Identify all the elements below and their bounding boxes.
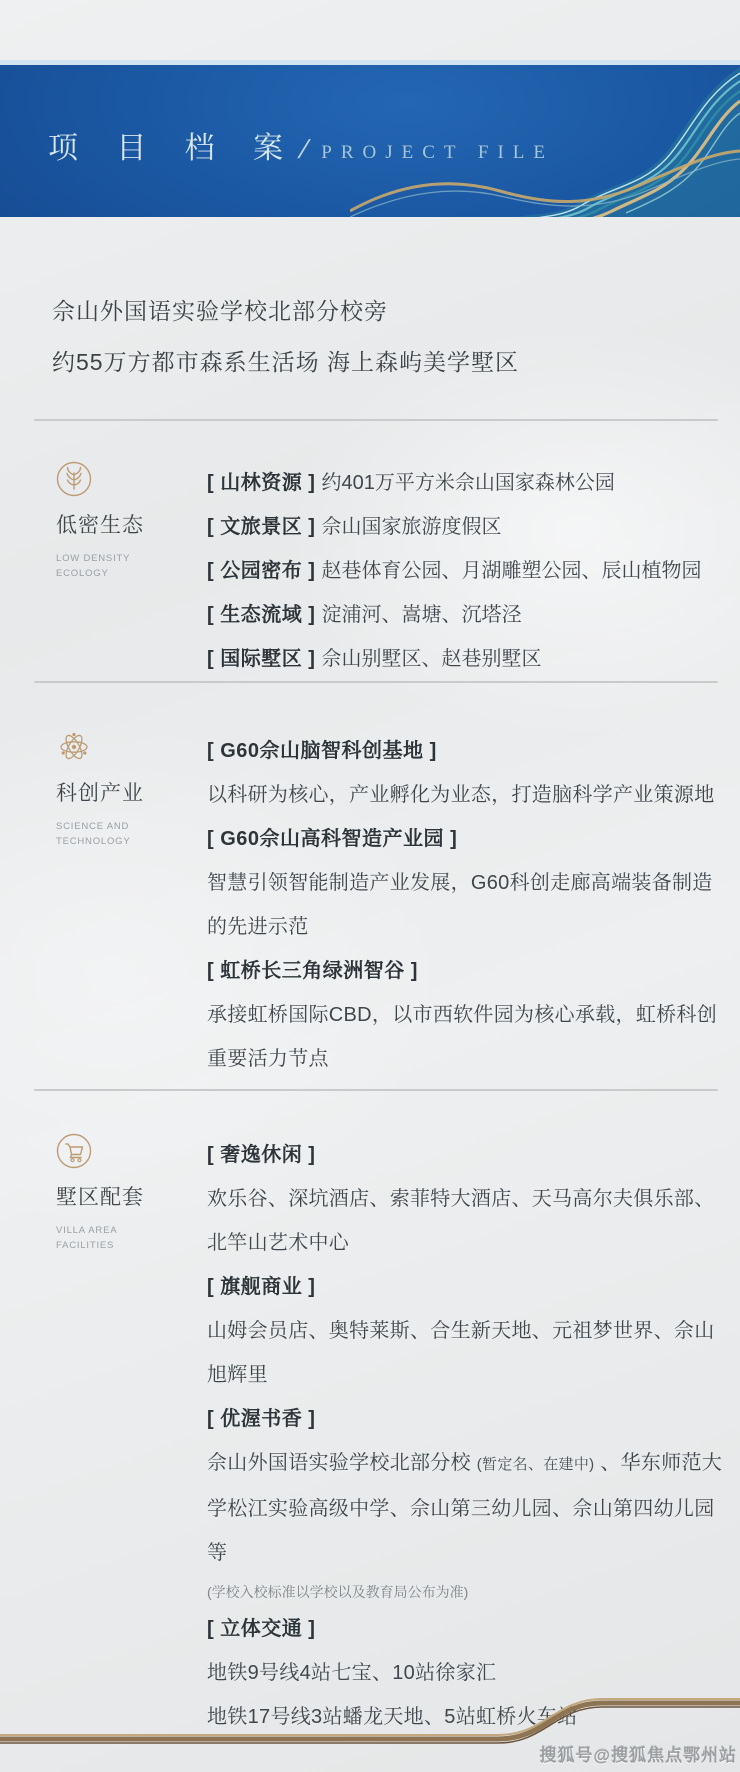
section-content-column [207, 461, 740, 681]
feature-tag: [ 奢逸休闲 ] [207, 1144, 316, 1166]
feature-text: 地铁9号线4站七宝、10站徐家汇 [207, 1662, 497, 1684]
page-title-en: PROJECT FILE [321, 142, 555, 163]
feature-tag: [ G60佘山脑智科创基地 ] [207, 740, 437, 762]
section-subtitle-line: TECHNOLOGY [56, 836, 131, 847]
feature-text: 约401万平方米佘山国家森林公园 [321, 472, 615, 494]
section-subtitle-en [56, 819, 207, 849]
section-subtitle-line: LOW DENSITY [56, 553, 131, 564]
feature-text: 地铁17号线3站蟠龙天地、5站虹桥火车站 [207, 1706, 578, 1728]
section-content-column [207, 1133, 740, 1739]
feature-line [207, 461, 724, 505]
watermark: 搜狐号@搜狐焦点鄂州站 [539, 1746, 737, 1765]
inline-note: (暂定名、在建中) [476, 1456, 595, 1473]
feature-tag: [ 国际墅区 ] [207, 648, 322, 670]
intro-line-1: 佘山外国语实验学校北部分校旁 [52, 298, 388, 324]
feature-tag: [ 立体交通 ] [207, 1618, 316, 1640]
banner [0, 65, 740, 217]
section-subtitle-line: ECOLOGY [56, 568, 109, 579]
section-villa [0, 1091, 740, 1739]
feature-tag: [ G60佘山高科智造产业园 ] [207, 828, 458, 850]
feature-text-part: 佘山外国语实验学校北部分校 [207, 1452, 477, 1474]
intro-block [0, 217, 740, 377]
feature-tag: [ 优渥书香 ] [207, 1408, 316, 1430]
page-title-cn: 项 目 档 案 [48, 132, 299, 165]
feature-text: 欢乐谷、深坑酒店、索菲特大酒店、天马高尔夫俱乐部、北竿山艺术中心 [207, 1188, 715, 1254]
feature-text: 赵巷体育公园、月湖雕塑公园、辰山植物园 [321, 560, 702, 582]
footnote: (学校入校标准以学校以及教育局公布为准) [207, 1584, 469, 1600]
feature-tag: [ 公园密布 ] [207, 560, 322, 582]
section-subtitle-line: VILLA AREA [56, 1225, 118, 1236]
feature-text: 佘山国家旅游度假区 [321, 516, 502, 538]
section-subtitle-en [56, 1223, 207, 1253]
section-subtitle-line: SCIENCE AND [56, 821, 130, 832]
shopping-cart-icon [56, 1133, 92, 1169]
feature-text: 承接虹桥国际CBD，以市西软件园为核心承载，虹桥科创重要活力节点 [207, 1004, 718, 1070]
feature-line [207, 593, 724, 637]
feature-text: 山姆会员店、奥特莱斯、合生新天地、元祖梦世界、佘山旭辉里 [207, 1320, 715, 1386]
section-title: 墅区配套 [56, 1186, 144, 1209]
feature-tag: [ 虹桥长三角绿洲智谷 ] [207, 960, 418, 982]
intro-line-2: 约55万方都市森系生活场 海上森屿美学墅区 [52, 349, 519, 375]
feature-line [207, 637, 724, 681]
atom-icon [56, 729, 92, 765]
feature-text [207, 1441, 724, 1575]
section-science [0, 683, 740, 1089]
title-separator: / [297, 134, 310, 164]
feature-text: 淀浦河、嵩塘、沉塔泾 [321, 604, 522, 626]
feature-text: 以科研为核心，产业孵化为业态，打造脑科学产业策源地 [207, 784, 715, 806]
banner-title-row [48, 123, 554, 167]
sections-container [0, 419, 740, 1739]
section-label-column [0, 1133, 207, 1253]
feature-text-part: 、华东师范大学松江实验高级中学、佘山第三幼儿园、佘山第四幼儿园等 [207, 1452, 723, 1564]
feature-tag: [ 生态流域 ] [207, 604, 322, 626]
feature-line [207, 505, 724, 549]
section-label-column [0, 729, 207, 849]
section-subtitle-line: FACILITIES [56, 1240, 115, 1251]
tree-icon [56, 461, 92, 497]
section-ecology [0, 421, 740, 681]
feature-tag: [ 旗舰商业 ] [207, 1276, 316, 1298]
feature-line [207, 549, 724, 593]
feature-text: 佘山别墅区、赵巷别墅区 [321, 648, 542, 670]
top-margin [0, 0, 740, 60]
feature-text: 智慧引领智能制造产业发展，G60科创走廊高端装备制造的先进示范 [207, 872, 713, 938]
feature-tag: [ 山林资源 ] [207, 472, 322, 494]
section-subtitle-en [56, 551, 207, 581]
feature-tag: [ 文旅景区 ] [207, 516, 322, 538]
section-title: 科创产业 [56, 782, 144, 805]
section-content-column [207, 729, 740, 1081]
section-label-column [0, 461, 207, 581]
section-title: 低密生态 [56, 514, 144, 537]
